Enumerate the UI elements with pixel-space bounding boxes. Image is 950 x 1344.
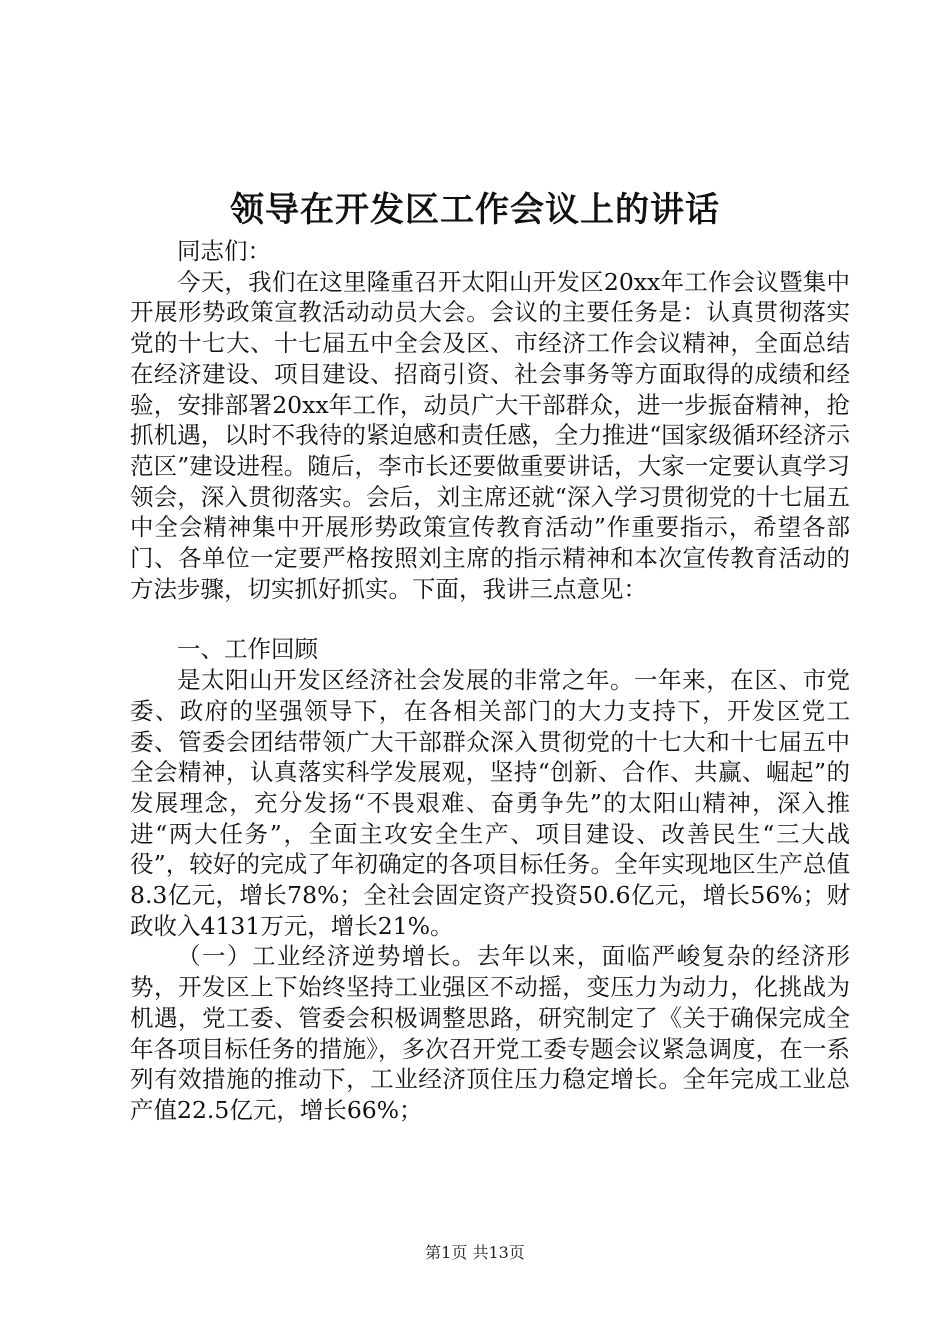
intro-paragraph: 今天，我们在这里隆重召开太阳山开发区20xx年工作会议暨集中开展形势政策宣教活动动员大会。会议的主要任务是：认真贯彻落实党的十七大、十七届五中全会及区、市经济工作会议精神，全面总结在经济建设、项目建设、招商引资、社会事务等方面取得的成绩和经验，安排部署20xx年工作，动员广大干部群众，进一步振奋精神，抢抓机遇，以时不我待的紧迫感和责任感，全力推进“国家级循环经济示范区”建设进程。随后，李市长还要做重要讲话，大家一定要认真学习领会，深入贯彻落实。会后，刘主席还就“深入学习贯彻党的十七届五中全会精神集中开展形势政策宣传教育活动”作重要指示，希望各部门、各单位一定要严格按照刘主席的指示精神和本次宣传教育活动的方法步骤，切实抓好抓实。下面，我讲三点意见： <box>130 267 850 603</box>
page-number-footer: 第1页 共13页 <box>425 1243 525 1262</box>
review-paragraph: 是太阳山开发区经济社会发展的非常之年。一年来，在区、市党委、政府的坚强领导下，在各相关部门的大力支持下，开发区党工委、管委会团结带领广大干部群众深入贯彻党的十七大和十七届五中全会精神，认真落实科学发展观，坚持“创新、合作、共赢、崛起”的发展理念，充分发扬“不畏艰难、奋勇争先”的太阳山精神，深入推进“两大任务”，全面主攻安全生产、项目建设、改善民生“三大战役”，较好的完成了年初确定的各项目标任务。全年实现地区生产总值8.3亿元，增长78%；全社会固定资产投资50.6亿元，增长56%；财政收入4131万元，增长21%。 <box>130 666 850 940</box>
greeting-paragraph: 同志们： <box>177 237 271 265</box>
section-heading: 一、工作回顾 <box>177 635 318 664</box>
document-body <box>130 236 850 1126</box>
document-title: 领导在开发区工作会议上的讲话 <box>230 190 720 230</box>
industry-paragraph: （一）工业经济逆势增长。去年以来，面临严峻复杂的经济形势，开发区上下始终坚持工业强区不动摇，变压力为动力，化挑战为机遇，党工委、管委会积极调整思路，研究制定了《关于确保完成全年各项目标任务的措施》，多次召开党工委专题会议紧急调度，在一系列有效措施的推动下，工业经济顶住压力稳定增长。全年完成工业总产值22.5亿元，增长66%； <box>130 942 850 1124</box>
